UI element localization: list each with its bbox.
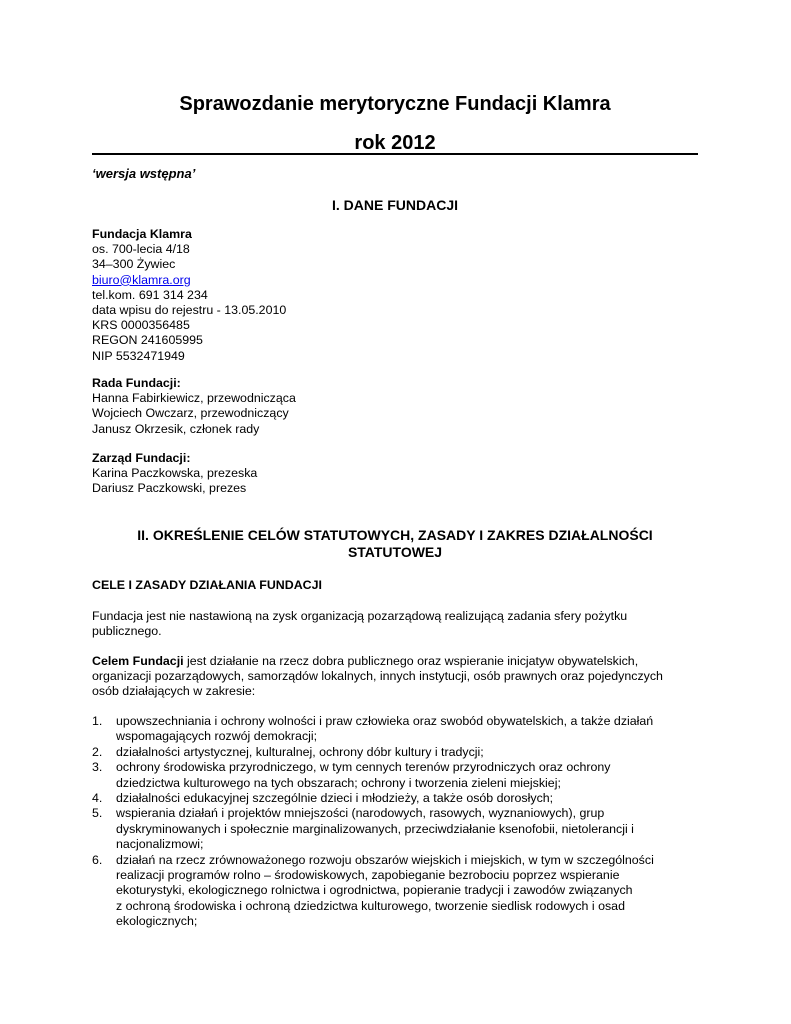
board-member: Dariusz Paczkowski, prezes xyxy=(92,481,247,496)
goals-list xyxy=(92,714,692,930)
goals-subheading: CELE I ZASADY DZIAŁANIA FUNDACJI xyxy=(92,578,322,592)
goal-line-1 xyxy=(92,654,698,669)
intro-line-2: publicznego. xyxy=(92,624,162,639)
list-item-line: ekologicznych; xyxy=(116,914,198,929)
board-block xyxy=(92,451,698,497)
list-item-line: ekoturystyki, ekologicznego rolnictwa i ogrodnictwa, popieranie tradycji i zawodów związanych xyxy=(116,883,633,898)
list-item-line: ochrony środowiska przyrodniczego, w tym cennych terenów przyrodniczych oraz ochrony xyxy=(116,760,611,775)
section-2-heading xyxy=(92,527,698,561)
goal-line-2: organizacji pozarządowych, samorządów lokalnych, innych instytucji, osób prawnych oraz pojedynczych xyxy=(92,669,663,684)
goal-line-1-rest: jest działanie na rzecz dobra publicznego oraz wspieranie inicjatyw obywatelskich, xyxy=(183,654,639,668)
foundation-regon: REGON 241605995 xyxy=(92,333,203,348)
list-item-line: upowszechniania i ochrony wolności i praw człowieka oraz swobód obywatelskich, a także działań xyxy=(116,714,654,728)
title-divider xyxy=(92,153,698,155)
council-member: Janusz Okrzesik, członek rady xyxy=(92,421,260,436)
foundation-name: Fundacja Klamra xyxy=(92,227,192,241)
foundation-city: 34–300 Żywiec xyxy=(92,257,176,272)
document-title: Sprawozdanie merytoryczne Fundacji Klamra xyxy=(179,93,611,115)
goal-paragraph xyxy=(92,654,698,700)
foundation-email-link[interactable]: biuro@klamra.org xyxy=(92,272,191,287)
foundation-nip: NIP 5532471949 xyxy=(92,348,185,363)
list-item xyxy=(92,806,692,852)
council-member: Hanna Fabirkiewicz, przewodnicząca xyxy=(92,391,296,406)
list-item-line: działań na rzecz zrównoważonego rozwoju obszarów wiejskich i miejskich, w tym w szczególności xyxy=(116,852,654,867)
list-item-number: 5. xyxy=(92,806,103,821)
list-item xyxy=(92,714,692,745)
list-item-number: 2. xyxy=(92,744,103,759)
section-2-heading-line-2: STATUTOWEJ xyxy=(347,544,443,560)
list-item-line: wspomagających rozwój demokracji; xyxy=(116,729,318,744)
list-item-number: 1. xyxy=(92,714,103,728)
intro-paragraph xyxy=(92,609,698,639)
list-item-line: realizacji programów rolno – środowiskowych, zapobieganie bezrobociu poprzez wspieranie xyxy=(116,868,620,883)
title-block xyxy=(92,90,698,157)
foundation-street: os. 700-lecia 4/18 xyxy=(92,242,190,257)
goal-lead: Celem Fundacji xyxy=(92,654,184,668)
list-item xyxy=(92,853,692,930)
section-2-heading-line-1: II. OKREŚLENIE CELÓW STATUTOWYCH, ZASADY I ZAKRES DZIAŁALNOŚCI xyxy=(137,527,653,543)
foundation-krs: KRS 0000356485 xyxy=(92,318,190,333)
council-block xyxy=(92,376,698,437)
council-label: Rada Fundacji: xyxy=(92,376,181,390)
list-item-number: 3. xyxy=(92,760,103,775)
list-item xyxy=(92,745,692,760)
list-item-line: z ochroną środowiska i ochroną dziedzictwa kulturowego, tworzenie siedlisk rodowych i osad xyxy=(116,898,625,913)
list-item-number: 6. xyxy=(92,852,103,867)
board-member: Karina Paczkowska, prezeska xyxy=(92,466,258,481)
list-item xyxy=(92,791,692,806)
foundation-details xyxy=(92,227,698,364)
list-item-line: działalności artystycznej, kulturalnej, ochrony dóbr kultury i tradycji; xyxy=(116,744,484,759)
foundation-phone: tel.kom. 691 314 234 xyxy=(92,287,208,302)
version-note: ‘wersja wstępna’ xyxy=(92,166,196,181)
goal-line-3: osób działających w zakresie: xyxy=(92,684,256,699)
list-item-line: wspierania działań i projektów mniejszości (narodowych, rasowych, wyznaniowych), grup xyxy=(116,806,605,821)
board-label: Zarząd Fundacji: xyxy=(92,451,191,465)
council-member: Wojciech Owczarz, przewodniczący xyxy=(92,406,289,421)
document-year: rok 2012 xyxy=(354,132,436,154)
list-item-line: działalności edukacyjnej szczególnie dzieci i młodzieży, a także osób dorosłych; xyxy=(116,791,554,806)
foundation-registration-date: data wpisu do rejestru - 13.05.2010 xyxy=(92,303,287,318)
list-item-line: nacjonalizmowi; xyxy=(116,837,204,852)
list-item xyxy=(92,760,692,791)
list-item-line: dyskryminowanych i społecznie marginalizowanych, przeciwdziałanie ksenofobii, nietolerancji i xyxy=(116,821,634,836)
section-1-heading: I. DANE FUNDACJI xyxy=(331,197,458,213)
intro-line-1: Fundacja jest nie nastawioną na zysk organizacją pozarządową realizującą zadania sfery pożytku xyxy=(92,609,628,623)
list-item-line: dziedzictwa kulturowego na tych obszarach; ochrony i tworzenia zieleni miejskiej; xyxy=(116,775,561,790)
list-item-number: 4. xyxy=(92,791,103,806)
